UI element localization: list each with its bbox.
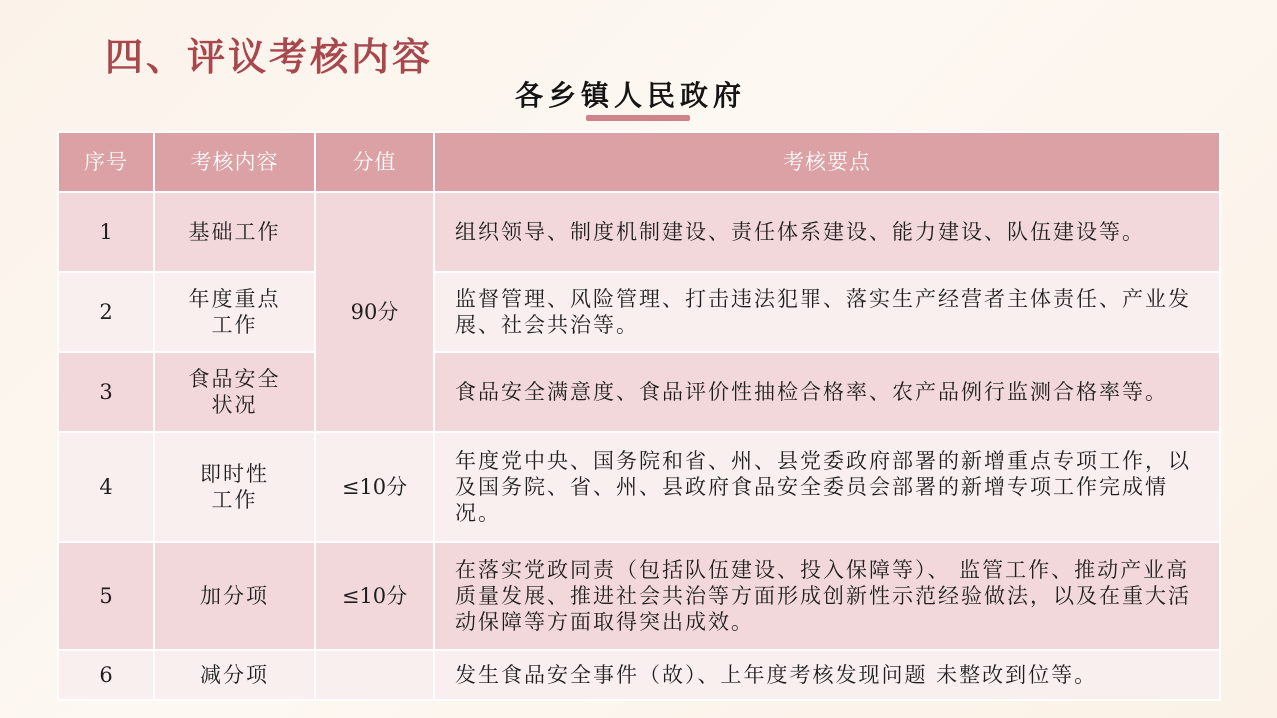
table-row <box>58 192 1220 272</box>
row-number: 4 <box>58 432 154 542</box>
table-row <box>58 352 1220 432</box>
row-score: 90分 <box>315 192 434 432</box>
row-points: 监督管理、风险管理、打击违法犯罪、落实生产经营者主体责任、产业发展、社会共治等。 <box>434 272 1220 352</box>
row-number: 1 <box>58 192 154 272</box>
row-content: 年度重点工作 <box>154 272 315 352</box>
row-points: 在落实党政同责（包括队伍建设、投入保障等）、 监管工作、推动产业高质量发展、推进社会共治等方面形成创新性示范经验做法，以及在重大活动保障等方面取得突出成效。 <box>434 542 1220 650</box>
row-content: 减分项 <box>154 650 315 700</box>
table-row <box>58 432 1220 542</box>
header-content: 考核内容 <box>154 132 315 192</box>
table-row <box>58 542 1220 650</box>
row-number: 5 <box>58 542 154 650</box>
table-row <box>58 650 1220 700</box>
row-score: ≤10分 <box>315 542 434 650</box>
row-number: 6 <box>58 650 154 700</box>
row-content: 即时性工作 <box>154 432 315 542</box>
header-score: 分值 <box>315 132 434 192</box>
table-subtitle: 各乡镇人民政府 <box>515 79 747 112</box>
assessment-table-container <box>57 131 1219 701</box>
row-points: 组织领导、制度机制建设、责任体系建设、能力建设、队伍建设等。 <box>434 192 1220 272</box>
row-points: 年度党中央、国务院和省、州、县党委政府部署的新增重点专项工作，以及国务院、省、州、县政府食品安全委员会部署的新增专项工作完成情况。 <box>434 432 1220 542</box>
row-points: 食品安全满意度、食品评价性抽检合格率、农产品例行监测合格率等。 <box>434 352 1220 432</box>
row-content: 加分项 <box>154 542 315 650</box>
row-score <box>315 650 434 700</box>
row-number: 2 <box>58 272 154 352</box>
subtitle-underline <box>586 115 690 121</box>
row-content: 食品安全状况 <box>154 352 315 432</box>
row-score: ≤10分 <box>315 432 434 542</box>
row-content: 基础工作 <box>154 192 315 272</box>
row-points: 发生食品安全事件（故）、上年度考核发现问题 未整改到位等。 <box>434 650 1220 700</box>
row-number: 3 <box>58 352 154 432</box>
assessment-table <box>57 131 1221 701</box>
header-no: 序号 <box>58 132 154 192</box>
section-title: 四、评议考核内容 <box>105 34 434 79</box>
header-points: 考核要点 <box>434 132 1220 192</box>
table-row <box>58 272 1220 352</box>
table-header-row <box>58 132 1220 192</box>
